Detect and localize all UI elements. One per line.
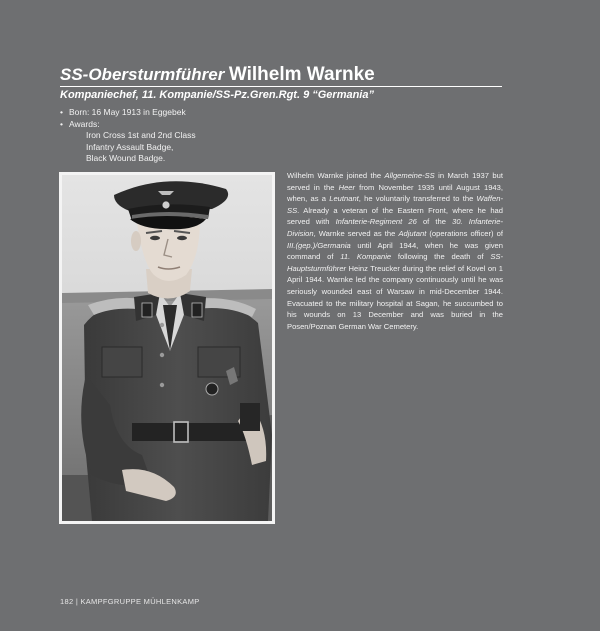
bullet-icon: • [60,107,63,117]
bio-segment: of the [416,217,453,227]
page-footer [60,597,200,606]
bio-segment: , Warnke served as the [313,228,399,238]
bio-emphasis: Leutnant [329,194,359,204]
bio-emphasis: Infanterie-Regiment 26 [335,217,417,227]
awards-label: Awards: [69,118,100,129]
bullet-icon: • [60,118,63,129]
bio-segment: Heinz Treucker during the relief of Kovel on 1 April 1944. Warnke led the company continuously until he was seriously wounded east of Warsaw in mid-December 1944. Evacuated to the military hospital at Sagan, he succumbed to his wounds on 13 December and was buried in the Posen/Poznan German War Cemetery. [287,263,503,331]
portrait-photo [62,175,272,521]
bio-segment: until April 1944, when he was given command of [287,240,503,262]
bio-segment: , he voluntarily transferred to the [358,194,477,204]
born-text: Born: 16 May 1913 in Eggebek [69,107,186,117]
officer-rank: SS-Obersturmführer [60,65,225,84]
unit-subtitle: Kompaniechef, 11. Kompanie/SS-Pz.Gren.Rgt. 9 “Germania” [60,89,374,101]
awards-item [60,119,320,131]
born-item [60,107,320,119]
award-entry: Iron Cross 1st and 2nd Class [86,130,196,140]
bio-emphasis: Adjutant [398,228,427,238]
bio-segment: from November 1935 until August 1943, when, as a [287,182,503,204]
bio-emphasis: Allgemeine-SS [384,171,435,180]
running-title: KAMPFGRUPPE MÜHLENKAMP [80,597,200,606]
bio-emphasis: III.(gep.)/Germania [287,240,351,250]
bio-segment: in March 1937 but served in the [287,171,503,192]
biography-text [287,170,503,332]
bio-segment: following the death of [391,252,491,262]
footer-separator: | [75,597,79,606]
page-number: 182 [60,597,74,606]
bio-segment: (operations officer) of [426,228,503,238]
award-entry: Infantry Assault Badge, [86,141,174,152]
title-rule [60,86,502,87]
bio-emphasis: 30. Infanterie-Division [287,217,503,238]
bio-emphasis: 11. Kompanie [340,252,392,262]
bio-segment: . Already a veteran of the Eastern Front, where he had served with [287,205,503,227]
bio-emphasis: Waffen-SS [287,194,503,215]
bio-segment: Wilhelm Warnke joined the [287,171,385,180]
biographical-facts [60,107,320,165]
award-entry: Black Wound Badge. [86,153,166,163]
page-title [60,64,500,87]
bio-emphasis: SS-Hauptsturmführer [287,252,503,273]
bio-emphasis: Heer [338,182,356,192]
officer-name: Wilhelm Warnke [228,64,375,85]
